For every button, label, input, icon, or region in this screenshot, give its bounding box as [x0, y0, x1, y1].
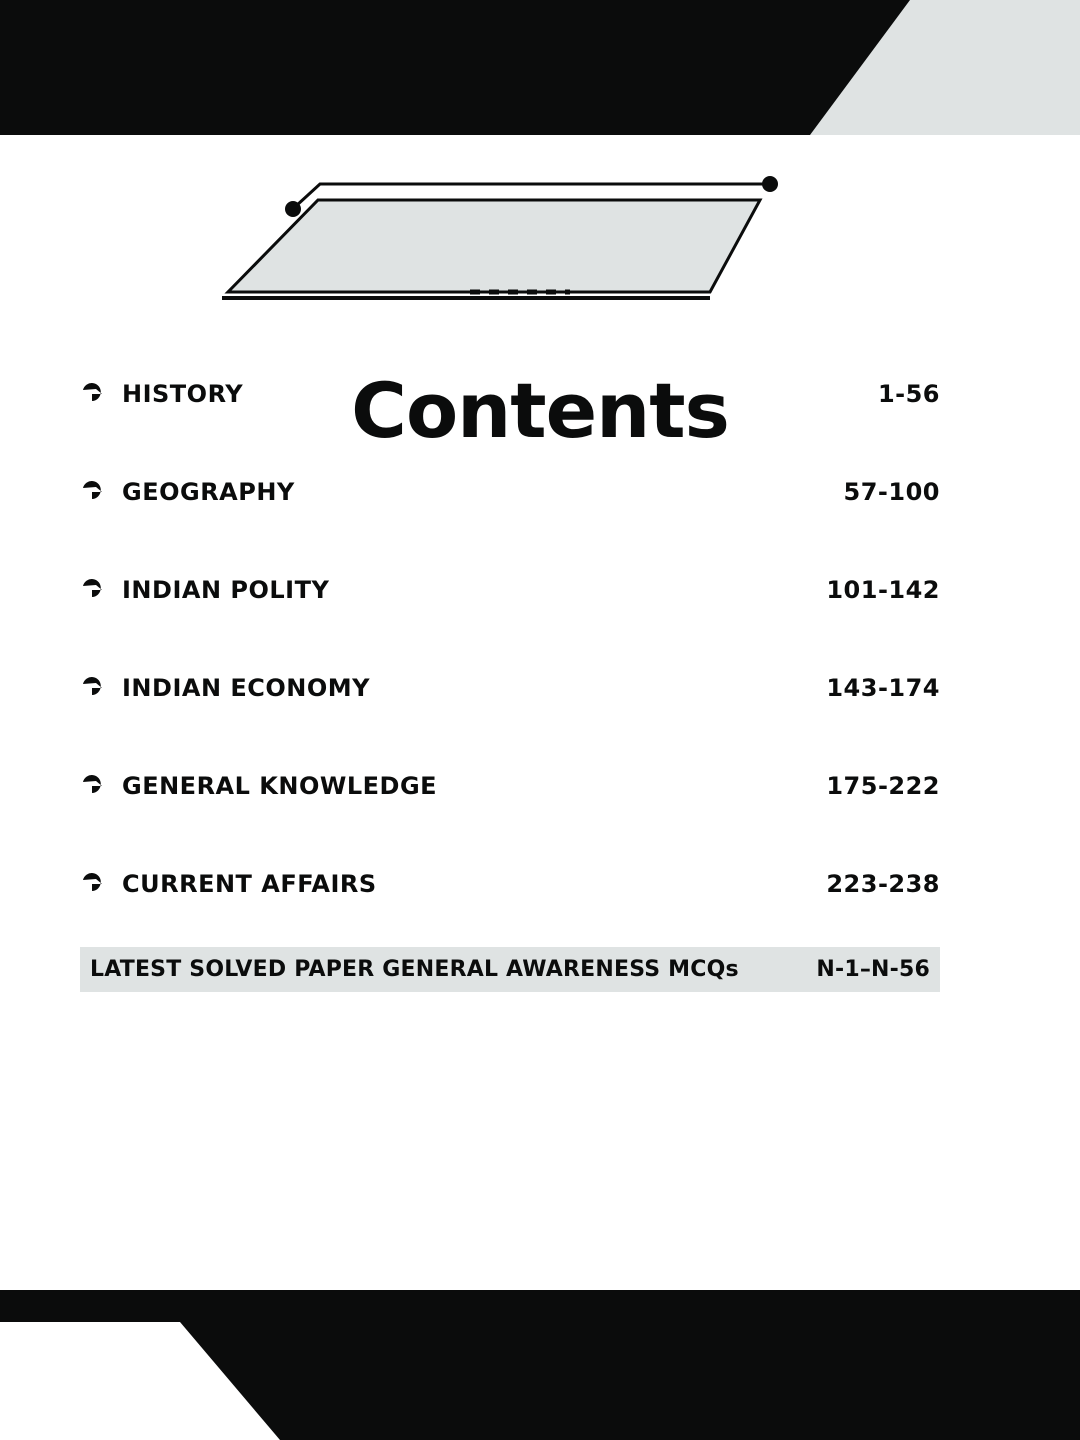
toc-item-title: CURRENT AFFAIRS	[122, 870, 377, 898]
bottom-band-stripe	[0, 1290, 1080, 1322]
toc-item-title: GENERAL KNOWLEDGE	[122, 772, 438, 800]
toc-item-title: GEOGRAPHY	[122, 478, 295, 506]
bottom-decorative-band	[0, 1290, 1080, 1440]
heading-banner-graphic	[0, 170, 1080, 310]
top-band-black-shape	[0, 0, 910, 135]
table-of-contents	[80, 345, 940, 933]
toc-special-row[interactable]	[80, 947, 940, 992]
table-row[interactable]	[80, 835, 940, 933]
arrow-loop-bullet-icon	[80, 871, 122, 897]
toc-item-pages: 175-222	[826, 772, 940, 800]
table-row[interactable]	[80, 443, 940, 541]
toc-special-title: LATEST SOLVED PAPER GENERAL AWARENESS MCQs	[90, 957, 739, 982]
arrow-loop-bullet-icon	[80, 773, 122, 799]
toc-item-pages: 1-56	[877, 380, 940, 408]
toc-item-pages: 143-174	[826, 674, 940, 702]
arrow-loop-bullet-icon	[80, 381, 122, 407]
arrow-loop-bullet-icon	[80, 479, 122, 505]
toc-item-pages: 223-238	[826, 870, 940, 898]
table-row[interactable]	[80, 737, 940, 835]
toc-item-title: HISTORY	[122, 380, 244, 408]
toc-item-pages: 101-142	[826, 576, 940, 604]
table-row[interactable]	[80, 639, 940, 737]
top-decorative-band	[0, 0, 1080, 135]
table-row[interactable]	[80, 541, 940, 639]
toc-item-pages: 57-100	[843, 478, 940, 506]
toc-special-pages: N-1–N-56	[816, 957, 930, 982]
page-title: Contents	[351, 366, 729, 455]
toc-item-title: INDIAN ECONOMY	[122, 674, 371, 702]
toc-item-title: INDIAN POLITY	[122, 576, 330, 604]
arrow-loop-bullet-icon	[80, 577, 122, 603]
arrow-loop-bullet-icon	[80, 675, 122, 701]
table-row[interactable]	[80, 345, 940, 443]
